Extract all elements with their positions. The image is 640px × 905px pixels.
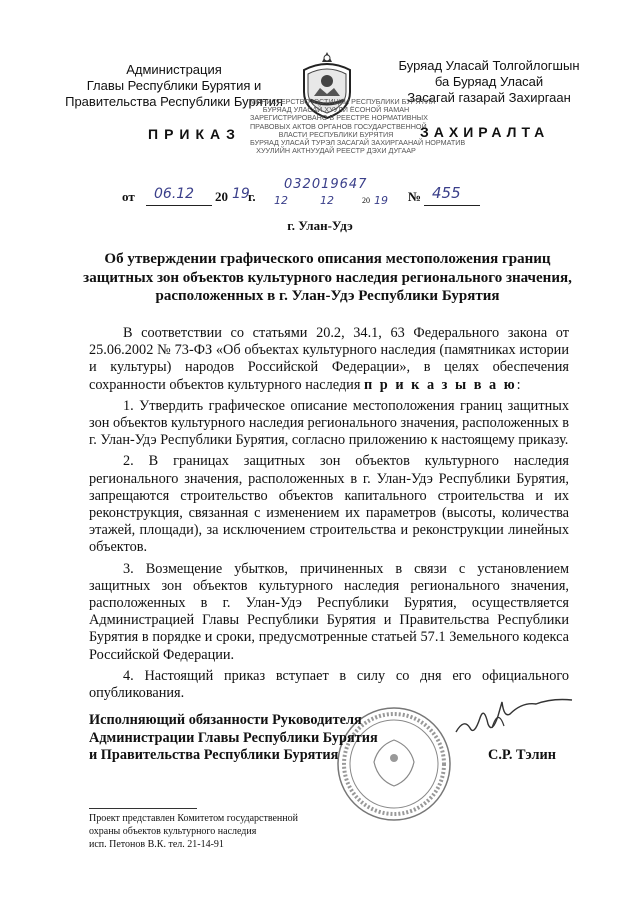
number-underline xyxy=(424,205,480,206)
stamp-reg-day-handwritten: 12 xyxy=(274,194,288,207)
order-number-sign: № xyxy=(408,189,422,204)
header-left-line: Администрация xyxy=(126,62,222,77)
order-year-prefix: 20 xyxy=(215,189,228,204)
document-title: Об утверждении графического описания местоположения границ защитных зон объектов культурного наследия регионального значения, расположенных в г. Улан-Удэ Республики Бурятия xyxy=(83,251,572,304)
stamp-line: ВЛАСТИ РЕСПУБЛИКИ БУРЯТИЯ xyxy=(278,129,394,139)
footnote xyxy=(89,812,329,851)
order-from-label: от xyxy=(122,189,135,204)
registration-stamp xyxy=(250,97,466,180)
order-year-g: г. xyxy=(248,189,256,204)
body-item: 1. Утвердить графическое описание местоположения границ защитных зон объектов культурного наследия регионального значения, расположенных в г. Улан-Удэ Республики Бурятия, согласно приложению к настоящему приказу. xyxy=(89,397,569,449)
body-intro-end: : xyxy=(516,376,521,393)
stamp-line: ЗАРЕГИСТРИРОВАНО В РЕЕСТРЕ НОРМАТИВНЫХ xyxy=(250,113,428,123)
stamp-reg-number-handwritten: 032019647 xyxy=(284,177,368,192)
footnote-divider xyxy=(89,808,197,809)
header-right-line: Засагай газарай Захиргаан xyxy=(407,90,571,105)
city-line: г. Улан-Удэ xyxy=(287,218,353,233)
body-intro-text: В соответствии со статьями 20.2, 34.1, 63 Федерального закона от 25.06.2002 № 73-ФЗ «Об объектах культурного наследия (памятниках истории и культуры) народов Российской Федерации», в целях обеспечения сохранности объектов культурного наследия xyxy=(89,325,569,393)
stamp-line: БУРЯАД УЛАСАЙ ТУРЭЛ ЗАСАГАЙ ЗАХИРГААНАЙ НОРМАТИВ xyxy=(250,138,466,148)
header-left-line: Правительства Республики Бурятия xyxy=(65,94,283,109)
document-body xyxy=(89,325,569,706)
signatory-line: Администрации Главы Республики Бурятия xyxy=(89,729,378,746)
header-right-line: Буряад Уласай Толгойлогшын xyxy=(398,58,580,73)
stamp-reg-month-handwritten: 12 xyxy=(320,194,334,207)
footnote-line: Проект представлен Комитетом государственной xyxy=(89,813,298,824)
stamp-reg-year-handwritten: 19 xyxy=(374,194,388,207)
date-underline xyxy=(146,205,212,206)
stamp-line: ХУУЛИЙН АКТНУУДАЙ РЕЕСТР ДЭХИ ДУГААР xyxy=(256,146,416,156)
order-date-number-row xyxy=(122,177,532,209)
body-item: 2. В границах защитных зон объектов культурного наследия регионального значения, расположенных в г. Улан-Удэ Республики Бурятия, запрещаются строительство объектов капитального строительства и их реконструкция, связанная с изменением их параметров (высоты, количества этажей, площади), за исключением строительства и реконструкции линейных объектов. xyxy=(89,453,569,556)
signatory-line: и Правительства Республики Бурятия xyxy=(89,747,339,763)
stamp-line: МИНИСТЕРСТВО ЮСТИЦИИ РЕСПУБЛИКИ БУРЯТИЯ xyxy=(250,97,436,106)
order-number-handwritten: 455 xyxy=(432,184,461,202)
header-right-line: ба Буряад Уласай xyxy=(434,74,544,89)
stamp-line: БУРЯАД УЛАСАЙ ХУУЛИ ЁСОНОЙ ЯАМАН xyxy=(262,105,410,115)
order-year-handwritten: 19 xyxy=(232,186,250,202)
footnote-line: охраны объектов культурного наследия xyxy=(89,826,257,837)
body-item: 3. Возмещение убытков, причиненных в связи с установлением защитных зон объектов культурного наследия регионального значения, расположенных в г. Улан-Удэ Республики Бурятия, осуществляется Администрацией Главы Республики Бурятия и Правительства Республики Бурятия в порядке и сроки, предусмотренные статьей 57.1 Земельного кодекса Российской Федерации. xyxy=(89,560,569,663)
body-intro-keyword: п р и к а з ы в а ю xyxy=(363,376,517,393)
body-item: 4. Настоящий приказ вступает в силу со дня его официального опубликования. xyxy=(89,667,569,702)
stamp-line: ПРАВОВЫХ АКТОВ ОРГАНОВ ГОСУДАРСТВЕННОЙ xyxy=(250,121,427,131)
order-date-handwritten: 06.12 xyxy=(154,186,195,202)
body-intro xyxy=(89,325,569,394)
stamp-reg-year-prefix: 20 xyxy=(362,196,370,205)
signatory-line: Исполняющий обязанности Руководителя xyxy=(89,712,362,728)
signatory-name: С.Р. Тэлин xyxy=(488,747,556,763)
footnote-line: исп. Петонов В.К. тел. 21-14-91 xyxy=(89,839,224,850)
order-title-ru: ПРИКАЗ xyxy=(148,126,241,142)
header-left-line: Главы Республики Бурятия и xyxy=(86,78,262,93)
order-title-bur: ЗАХИРАЛТА xyxy=(420,124,550,140)
